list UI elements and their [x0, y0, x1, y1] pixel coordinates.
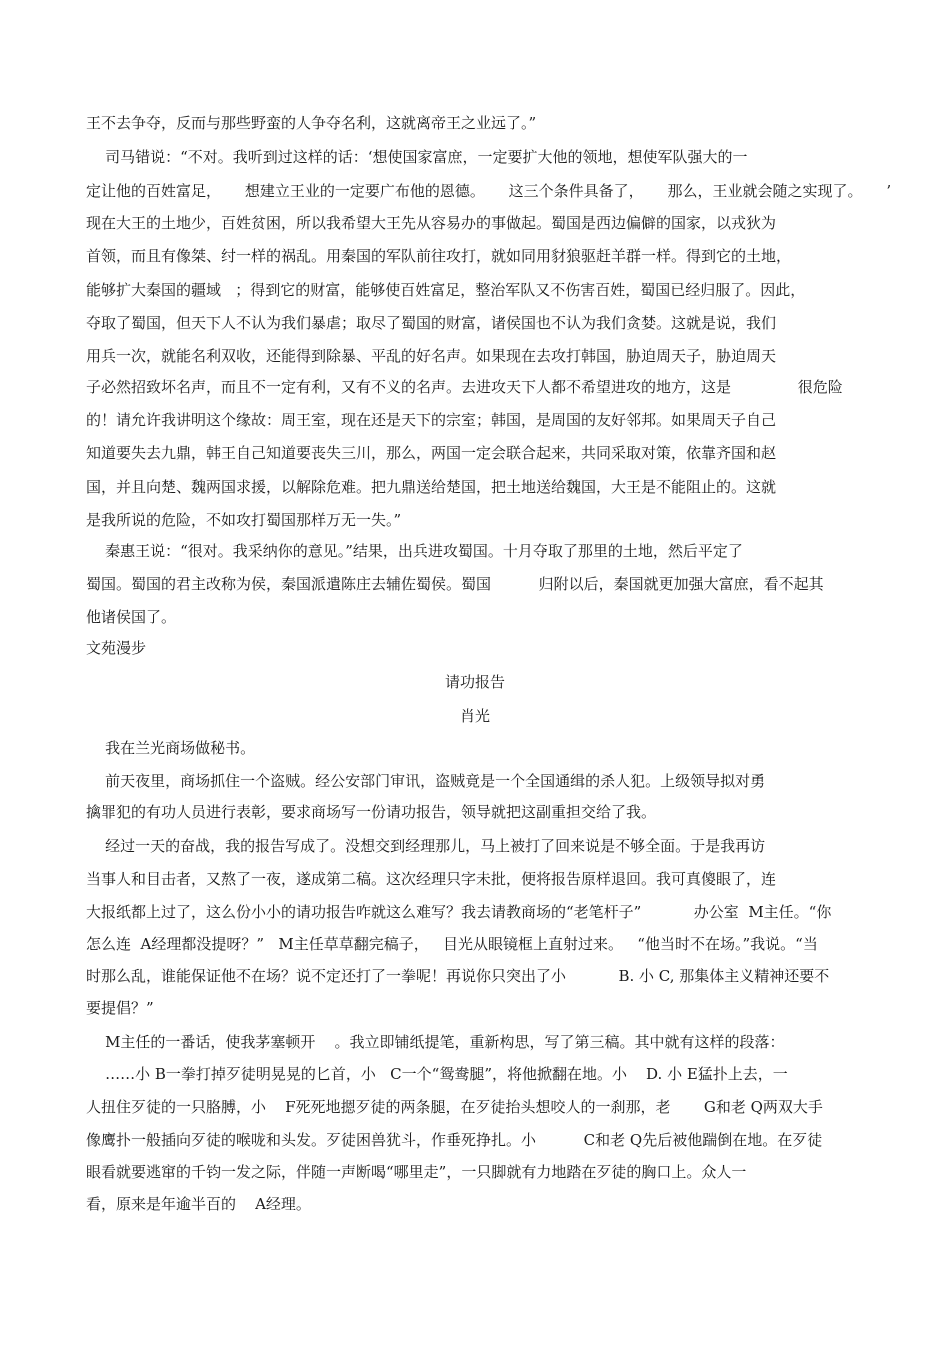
text-line: ……小 B一拳打掉歹徒明晃晃的匕首，小 C一个“鸳鸯腿”，将他掀翻在地。小 D. 小 E猛扑上去，一 [86, 1065, 788, 1083]
text-line: 能够扩大秦国的疆域 ；得到它的财富，能够使百姓富足，整治军队又不伤害百姓，蜀国已经归服了。因此， [86, 281, 806, 299]
text-line: 秦惠王说：“很对。我采纳你的意见。”结果，出兵进攻蜀国。十月夺取了那里的土地，然后平定了 [86, 542, 743, 560]
text-line: 人扭住歹徒的一只胳膊，小 F死死地摁歹徒的两条腿，在歹徒抬头想咬人的一刹那，老 G和老 Q两双大手 [86, 1098, 823, 1116]
text-line: 是我所说的危险，不如攻打蜀国那样万无一失。” [86, 511, 402, 529]
text-line: 怎么连 A经理都没提呀？” M主任草草翻完稿子， 目光从眼镜框上直射过来。 “他当时不在场。”我说。“当 [86, 935, 818, 953]
text-line: 当事人和目击者，又熬了一夜，遂成第二稿。这次经理只字未批，便将报告原样退回。我可真傻眼了，连 [86, 870, 777, 888]
text-line: 他诸侯国了。 [86, 608, 177, 626]
text-line: 前天夜里，商场抓住一个盗贼。经公安部门审讯，盗贼竟是一个全国通缉的杀人犯。上级领导拟对勇 [86, 772, 766, 790]
text-line: 用兵一次，就能名利双收，还能得到除暴、平乱的好名声。如果现在去攻打韩国，胁迫周天子，胁迫周天 [86, 347, 777, 365]
text-line: 经过一天的奋战，我的报告写成了。没想交到经理那儿，马上被打了回来说是不够全面。于是我再访 [86, 837, 766, 855]
article-author: 肖光 [459, 707, 490, 725]
text-line: 大报纸都上过了，这么份小小的请功报告咋就这么难写？我去请教商场的“老笔杆子” 办公室 M主任。“你 [86, 903, 832, 921]
text-line: M主任的一番话，使我茅塞顿开 。我立即铺纸提笔，重新构思，写了第三稿。其中就有这样的段落： [86, 1033, 785, 1051]
text-line: 知道要失去九鼎，韩王自己知道要丧失三川，那么，两国一定会联合起来，共同采取对策，依靠齐国和赵 [86, 444, 777, 462]
text-line: 眼看就要逃窜的千钧一发之际，伴随一声断喝“哪里走”，一只脚就有力地踏在歹徒的胸口上。众人一 [86, 1163, 747, 1181]
text-line: 我在兰光商场做秘书。 [86, 739, 256, 757]
text-line: 看，原来是年逾半百的 A经理。 [86, 1195, 311, 1213]
text-line: 夺取了蜀国，但天下人不认为我们暴虐；取尽了蜀国的财富，诸侯国也不认为我们贪婪。这就是说，我们 [86, 314, 777, 332]
text-line: 子必然招致坏名声，而且不一定有利，又有不义的名声。去进攻天下人都不希望进攻的地方，这是 很危险 [86, 378, 843, 396]
text-line: 像鹰扑一般插向歹徒的喉咙和头发。歹徒困兽犹斗，作垂死挣扎。小 C和老 Q先后被他踹倒在地。在歹徒 [86, 1131, 823, 1149]
text-line: 现在大王的土地少，百姓贫困，所以我希望大王先从容易办的事做起。蜀国是西边偏僻的国家，以戎狄为 [86, 214, 777, 232]
text-line: 首领，而且有像桀、纣一样的祸乱。用秦国的军队前往攻打，就如同用豺狼驱赶羊群一样。得到它的土地， [86, 247, 792, 265]
text-line: 擒罪犯的有功人员进行表彰，要求商场写一份请功报告，领导就把这副重担交给了我。 [86, 803, 657, 821]
text-line: 国，并且向楚、魏两国求援，以解除危难。把九鼎送给楚国，把土地送给魏国，大王是不能阻止的。这就 [86, 478, 777, 496]
text-line: 时那么乱，谁能保证他不在场？说不定还打了一拳呢！再说你只突出了小 B. 小 C, 那集体主义精神还要不 [86, 967, 830, 985]
text-line: 司马错说：“不对。我听到过这样的话：‘想使国家富庶，一定要扩大他的领地，想使军队强大的一 [86, 148, 748, 166]
text-line: 的！请允许我讲明这个缘故：周王室，现在还是天下的宗室；韩国，是周国的友好邻邦。如果周天子自己 [86, 411, 777, 429]
article-title: 请功报告 [444, 673, 505, 691]
text-line: 王不去争夺，反而与那些野蛮的人争夺名利，这就离帝王之业远了。” [86, 114, 537, 132]
text-line: 定让他的百姓富足， 想建立王业的一定要广布他的恩德。 这三个条件具备了， 那么，王业就会随之实现了。 ’ [86, 182, 892, 200]
section-label: 文苑漫步 [86, 639, 147, 657]
text-line: 蜀国。蜀国的君主改称为侯，秦国派遣陈庄去辅佐蜀侯。蜀国 归附以后，秦国就更加强大富庶，看不起其 [86, 575, 824, 593]
text-line: 要提倡？” [86, 999, 154, 1017]
